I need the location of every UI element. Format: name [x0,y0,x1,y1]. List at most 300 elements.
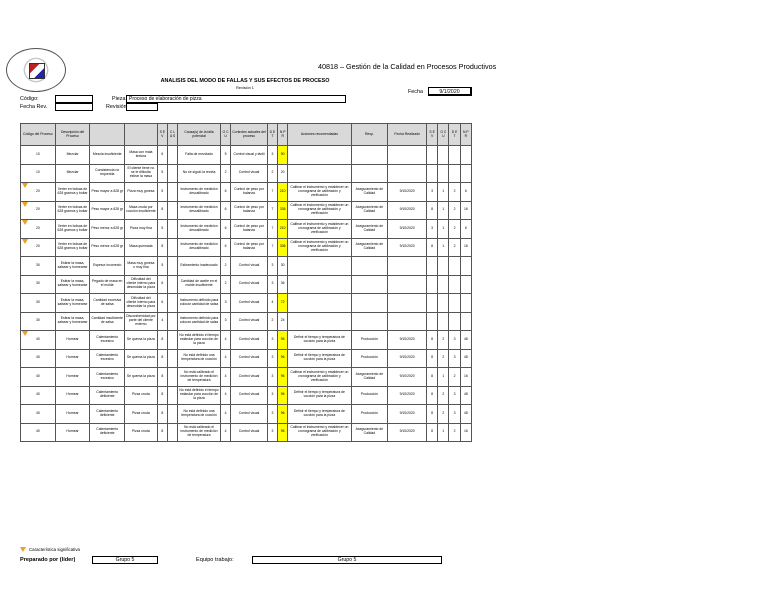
significant-characteristic-triangle-icon [22,183,28,188]
table-cell: Cantidad de aceite en el molde insuficiente [178,275,221,294]
table-cell: 30 [21,312,56,331]
table-cell [388,275,427,294]
table-cell: Aseguramiento de Calidad [351,368,388,387]
table-cell [167,164,177,183]
table-cell [288,146,351,165]
column-header: N P R [460,124,471,146]
table-cell [288,164,351,183]
table-cell: 4 [220,368,230,387]
table-cell [427,146,438,165]
table-cell: Control de peso por balanza [231,220,268,239]
table-cell: 3 [449,386,460,405]
table-cell: 96 [278,368,288,387]
table-cell: 5 [157,164,167,183]
table-cell: 2 [267,312,277,331]
table-cell: 9/10/2020 [388,238,427,257]
table-cell: Consistencia no requerida [90,164,125,183]
table-cell: 9/10/2020 [388,331,427,350]
table-row [21,349,472,368]
table-cell: Control visual [231,349,268,368]
table-row [21,386,472,405]
legend-text: Característica significativa [29,547,80,552]
table-cell: Producción [351,405,388,424]
table-cell: 3 [427,220,438,239]
table-cell [388,146,427,165]
table-cell [351,146,388,165]
table-cell: 6 [157,146,167,165]
table-cell: 3 [267,146,277,165]
fecha-label: Fecha [408,89,423,95]
table-cell [21,220,56,239]
table-cell: Producción [351,331,388,350]
table-row [21,183,472,202]
preparado-field[interactable]: Grupo 5 [92,556,158,564]
table-cell: 10 [21,164,56,183]
table-cell: 8 [427,331,438,350]
table-cell [288,294,351,313]
table-cell: Control visual [231,405,268,424]
cell-text: 20 [35,244,40,249]
table-cell [167,183,177,202]
table-row [21,275,472,294]
table-cell: 6 [157,294,167,313]
table-cell: Calentamiento excesivo [90,331,125,350]
table-cell [427,312,438,331]
table-cell: Control de peso por balanza [231,238,268,257]
table-cell: 96 [278,423,288,442]
column-header: O C U [438,124,449,146]
table-cell: Estirar la masa, salsear y hornearse [55,257,90,276]
significant-characteristic-triangle-icon [22,331,28,336]
equipo-field[interactable]: Grupo 5 [252,556,442,564]
table-cell: 9/10/2020 [388,201,427,220]
table-row [21,405,472,424]
table-cell [351,294,388,313]
table-cell: 6 [220,201,230,220]
table-cell: Pizza muy gruesa [125,183,158,202]
table-cell: Estirar la masa, salsear y hornearse [55,312,90,331]
institution-seal-logo [6,48,66,92]
codigo-field[interactable] [55,95,93,103]
table-cell [167,220,177,239]
table-cell: Aseguramiento de Calidad [351,423,388,442]
table-cell: Instrumento de medición descalibrado [178,201,221,220]
table-cell: 9/10/2020 [388,386,427,405]
table-cell: 2 [449,220,460,239]
fmea-table [20,123,472,442]
table-cell: Hornear [55,331,90,350]
revision-field-label: Revisión [106,104,127,110]
table-cell: Definir el tiempo y temperatura de cocción para la pizza [288,386,351,405]
table-cell: Masa con mala textura [125,146,158,165]
table-cell: Control visual [231,164,268,183]
table-cell: Verter en bolsas de 628 gramos y boltar [55,238,90,257]
table-cell: Control visual [231,275,268,294]
equipo-label: Equipo trabajo: [196,557,234,563]
table-cell: 6 [460,183,471,202]
fecha-field[interactable]: 9/1/2020 [428,87,472,96]
table-cell: Calentamiento excesivo [90,368,125,387]
table-cell: Estiramiento inadecuado [178,257,221,276]
cell-text: 20 [35,207,40,212]
table-cell [449,294,460,313]
table-cell [427,257,438,276]
table-cell: Masa cruda por cocción insuficiente [125,201,158,220]
table-cell: 2 [267,164,277,183]
column-header [125,124,158,146]
pieza-label: Pieza [112,96,126,102]
table-cell: Calentamiento excesivo [90,349,125,368]
table-cell [351,275,388,294]
table-cell: Mezclar [55,164,90,183]
table-cell: 2 [220,275,230,294]
table-cell: 8 [157,349,167,368]
table-cell [167,238,177,257]
table-cell: 40 [21,405,56,424]
table-cell: 40 [21,349,56,368]
table-cell [351,312,388,331]
pieza-field[interactable]: Proceso de elaboración de pizza [126,95,346,103]
table-row [21,331,472,350]
table-cell: 5 [157,257,167,276]
table-cell [167,349,177,368]
table-cell: Control de peso por balanza [231,183,268,202]
table-cell: 96 [278,405,288,424]
table-cell: 40 [21,386,56,405]
column-header: Resp. [351,124,388,146]
table-cell [438,257,449,276]
table-cell: Producción [351,386,388,405]
table-cell [438,312,449,331]
table-cell: 9/10/2020 [388,349,427,368]
table-cell: 2 [449,238,460,257]
column-header: N P R [278,124,288,146]
table-cell: Mezclar [55,146,90,165]
table-cell: No está definido una temperatura de cocción [178,349,221,368]
significant-characteristic-triangle-icon [20,547,26,552]
table-cell: Calentamiento deficiente [90,423,125,442]
table-cell: 6 [220,238,230,257]
table-cell: 336 [278,238,288,257]
table-cell [288,257,351,276]
table-cell: 2 [449,183,460,202]
table-cell: 8 [427,201,438,220]
table-cell: Pizza cruda [125,423,158,442]
table-cell: 3 [267,368,277,387]
table-cell [167,275,177,294]
table-cell: 3 [449,349,460,368]
table-cell: 2 [438,386,449,405]
table-cell [167,257,177,276]
table-cell [167,201,177,220]
table-cell: Disconformidad por parte del cliente externo [125,312,158,331]
table-cell: Dificultad del cliente interno para desmoldar la pizza [125,294,158,313]
table-row [21,257,472,276]
table-cell: 3 [449,331,460,350]
table-cell [460,275,471,294]
table-cell: 7 [267,238,277,257]
table-cell [351,164,388,183]
table-cell: Control visual [231,368,268,387]
table-cell: 16 [460,238,471,257]
table-cell: 336 [278,201,288,220]
table-row [21,294,472,313]
table-cell: No está definido el tiempo estándar para cocción de la pizza [178,386,221,405]
table-cell: 9/10/2020 [388,220,427,239]
table-cell [449,257,460,276]
table-cell: Control visual [231,257,268,276]
table-cell: No está calibrado el instrumento de medición de temperatura [178,423,221,442]
column-header: Controles actuales del proceso [231,124,268,146]
table-cell [167,312,177,331]
table-cell: El cliente tiene no se le dificulta estirar la masa [125,164,158,183]
table-cell [167,423,177,442]
table-cell: 10 [21,146,56,165]
table-row [21,201,472,220]
table-cell: Verter en bolsas de 628 gramos y boltar [55,201,90,220]
table-cell: Definir el tiempo y temperatura de cocción para la pizza [288,331,351,350]
table-cell: 4 [220,405,230,424]
table-row [21,368,472,387]
table-cell [21,183,56,202]
table-cell: 36 [278,275,288,294]
table-row [21,238,472,257]
table-cell: 4 [220,386,230,405]
table-cell: Peso menor a 628 gr [90,238,125,257]
table-cell: Peso mayor a 628 gr [90,201,125,220]
table-cell: Calibrar el instrumento y establecer un cronograma de calibración y verificación [288,201,351,220]
table-cell: 3 [267,349,277,368]
table-cell: 8 [427,349,438,368]
table-cell: 30 [21,257,56,276]
table-cell [449,164,460,183]
table-cell: 2 [438,405,449,424]
fecha-rev-field[interactable] [55,103,93,111]
table-row [21,164,472,183]
table-cell: 4 [220,423,230,442]
table-cell: Definir el tiempo y temperatura de cocción para la pizza [288,405,351,424]
table-cell: 3 [267,386,277,405]
table-row [21,423,472,442]
table-cell: 8 [157,405,167,424]
table-cell: 90 [278,146,288,165]
column-header: C L A S [167,124,177,146]
revision-field[interactable] [126,103,158,111]
table-cell: Falta de mezclado [178,146,221,165]
table-cell: Control visual [231,331,268,350]
table-cell: No está definido el tiempo estándar para cocción de la pizza [178,331,221,350]
table-cell: 2 [449,423,460,442]
table-cell: 2 [220,164,230,183]
table-cell: 3 [267,405,277,424]
table-cell [167,146,177,165]
table-cell: Hornear [55,405,90,424]
table-cell: 6 [460,220,471,239]
table-cell: Estirar la masa, salsear y hornearse [55,294,90,313]
table-cell: 3 [267,331,277,350]
table-cell: No está calibrado el instrumento de medición de temperatura [178,368,221,387]
column-header: Acciones recomendadas [288,124,351,146]
table-cell: 7 [267,220,277,239]
table-cell: 8 [157,423,167,442]
table-cell: Dificultad del cliente interno para desmoldar la pizza [125,275,158,294]
table-cell: 20 [278,164,288,183]
table-cell: Aseguramiento de Calidad [351,238,388,257]
table-cell: 3 [267,275,277,294]
table-cell [438,294,449,313]
preparado-label: Preparado por (líder) [20,557,76,563]
table-cell: 96 [278,331,288,350]
table-cell [438,275,449,294]
table-cell [427,294,438,313]
table-cell [167,368,177,387]
table-cell: 1 [438,201,449,220]
table-cell: 3 [220,294,230,313]
table-cell: Pizza cruda [125,386,158,405]
table-cell: Verter en bolsas de 628 gramos y boltar [55,183,90,202]
table-cell: 72 [278,294,288,313]
table-cell: 7 [267,201,277,220]
table-cell: 40 [21,423,56,442]
table-cell: Instrumento definido para colocar cantidad de salsa [178,294,221,313]
cell-text: 20 [35,188,40,193]
table-cell: 2 [449,201,460,220]
table-cell: Aseguramiento de Calidad [351,220,388,239]
table-cell: Cantidad excesiva de salsa [90,294,125,313]
table-cell: Calibrar el instrumento y establecer un cronograma de calibración y verificación [288,423,351,442]
table-cell: Cantidad insuficiente de salsa [90,312,125,331]
table-cell: 16 [460,423,471,442]
table-cell: Hornear [55,349,90,368]
table-cell: Peso mayor a 628 gr [90,183,125,202]
table-cell: Pizza cruda [125,405,158,424]
column-header [90,124,125,146]
table-cell: Calibrar el instrumento y establecer un cronograma de calibración y verificación [288,183,351,202]
table-cell: Instrumento definido para colocar cantidad de salsa [178,312,221,331]
column-header: D E T [449,124,460,146]
table-cell: 7 [267,183,277,202]
table-row [21,146,472,165]
table-cell: Estirar la masa, salsear y hornearse [55,275,90,294]
table-cell [388,312,427,331]
table-cell: 40 [21,368,56,387]
table-cell: 3 [220,312,230,331]
table-cell: 6 [220,220,230,239]
table-cell [21,331,56,350]
legend [20,546,80,552]
table-cell: Mezcla insuficiente [90,146,125,165]
column-header: Descripción del Proceso [55,124,90,146]
table-cell [460,312,471,331]
table-cell: Verter en bolsas de 628 gramos y boltar [55,220,90,239]
table-cell [449,312,460,331]
table-cell: 4 [220,331,230,350]
column-header: Código del Proceso [21,124,56,146]
cell-text: 40 [35,336,40,341]
table-cell: Pizza muy fina [125,220,158,239]
table-cell [288,312,351,331]
table-cell: 1 [438,238,449,257]
table-cell [449,146,460,165]
table-cell: 9/10/2020 [388,423,427,442]
table-cell: Calibrar el instrumento y establecer un cronograma de calibración y verificación [288,238,351,257]
table-cell [460,294,471,313]
table-cell: 5 [157,183,167,202]
table-cell: 4 [267,294,277,313]
table-cell: 96 [278,386,288,405]
table-cell [460,164,471,183]
table-cell [388,257,427,276]
table-cell: 8 [427,405,438,424]
table-cell [21,238,56,257]
table-cell: Producción [351,349,388,368]
table-cell: 2 [449,368,460,387]
table-cell [167,405,177,424]
table-cell: Se quema la pizza [125,331,158,350]
table-cell: Calibrar el instrumento y establecer un cronograma de calibración y verificación [288,368,351,387]
table-cell [388,164,427,183]
table-cell: Hornear [55,368,90,387]
table-cell: 2 [438,331,449,350]
table-cell: 1 [438,220,449,239]
table-cell: 210 [278,220,288,239]
table-cell: 8 [157,331,167,350]
table-cell: Aseguramiento de Calidad [351,183,388,202]
column-header: O C U [220,124,230,146]
table-cell [438,164,449,183]
table-cell [427,164,438,183]
table-cell: 1 [438,183,449,202]
significant-characteristic-triangle-icon [22,202,28,207]
column-header: D E T [267,124,277,146]
table-cell [427,275,438,294]
table-cell: 6 [220,183,230,202]
table-cell [288,275,351,294]
table-cell: 30 [21,275,56,294]
table-cell: 1 [438,423,449,442]
table-cell: Instrumento de medición descalibrado [178,183,221,202]
table-cell [21,201,56,220]
table-row [21,220,472,239]
table-cell: 8 [157,386,167,405]
table-cell: 2 [220,257,230,276]
table-cell: Instrumento de medición descalibrado [178,238,221,257]
table-cell: Control de peso por balanza [231,201,268,220]
table-cell: 6 [157,275,167,294]
table-cell: 24 [278,312,288,331]
table-cell: Pegado de masa en el molde [90,275,125,294]
table-cell: 8 [427,423,438,442]
table-cell: 96 [278,349,288,368]
table-cell: 16 [460,201,471,220]
table-cell: No está definido una temperatura de cocción [178,405,221,424]
table-cell: 16 [460,368,471,387]
table-cell [167,331,177,350]
table-cell [449,275,460,294]
table-cell: 2 [438,349,449,368]
table-cell [167,294,177,313]
table-cell: Se quema la pizza [125,368,158,387]
table-cell: 210 [278,183,288,202]
table-cell: Definir el tiempo y temperatura de cocción para la pizza [288,349,351,368]
table-cell: 9/10/2020 [388,183,427,202]
table-cell [460,257,471,276]
table-cell: Control visual [231,294,268,313]
column-header: S E V [157,124,167,146]
significant-characteristic-triangle-icon [22,239,28,244]
table-cell: 48 [460,349,471,368]
table-cell: No se siguió la receta [178,164,221,183]
